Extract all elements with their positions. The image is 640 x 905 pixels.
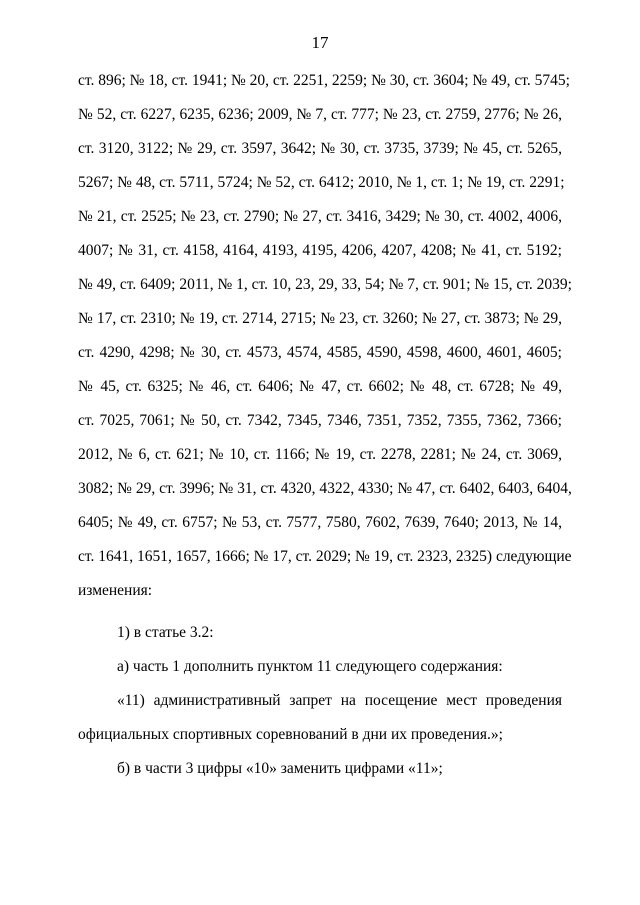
reference-line: ст. 3120, 3122; № 29, ст. 3597, 3642; № 30, ст. 3735, 3739; № 45, ст. 5265,	[78, 140, 562, 157]
quote-line-2: официальных спортивных соревнований в дни их проведения.»;	[78, 726, 503, 743]
reference-line: № 45, ст. 6325; № 46, ст. 6406; № 47, ст. 6602; № 48, ст. 6728; № 49,	[78, 378, 562, 395]
reference-line: № 21, ст. 2525; № 23, ст. 2790; № 27, ст. 3416, 3429; № 30, ст. 4002, 4006,	[78, 208, 562, 225]
reference-line: 3082; № 29, ст. 3996; № 31, ст. 4320, 4322, 4330; № 47, ст. 6402, 6403, 6404,	[78, 480, 572, 497]
reference-line: 6405; № 49, ст. 6757; № 53, ст. 7577, 7580, 7602, 7639, 7640; 2013, № 14,	[78, 514, 562, 531]
reference-line: 4007; № 31, ст. 4158, 4164, 4193, 4195, 4206, 4207, 4208; № 41, ст. 5192;	[78, 242, 562, 259]
item-a: а) часть 1 дополнить пунктом 11 следующего содержания:	[117, 658, 503, 675]
reference-line: ст. 7025, 7061; № 50, ст. 7342, 7345, 7346, 7351, 7352, 7355, 7362, 7366;	[78, 412, 562, 429]
reference-line: ст. 4290, 4298; № 30, ст. 4573, 4574, 4585, 4590, 4598, 4600, 4601, 4605;	[78, 344, 562, 361]
reference-line: 5267; № 48, ст. 5711, 5724; № 52, ст. 6412; 2010, № 1, ст. 1; № 19, ст. 2291;	[78, 174, 565, 191]
item-b: б) в части 3 цифры «10» заменить цифрами «11»;	[117, 760, 443, 777]
reference-line: № 17, ст. 2310; № 19, ст. 2714, 2715; № 23, ст. 3260; № 27, ст. 3873; № 29,	[78, 310, 562, 327]
reference-line: 2012, № 6, ст. 621; № 10, ст. 1166; № 19, ст. 2278, 2281; № 24, ст. 3069,	[78, 446, 562, 463]
reference-line: изменения:	[78, 582, 153, 599]
reference-line: ст. 896; № 18, ст. 1941; № 20, ст. 2251, 2259; № 30, ст. 3604; № 49, ст. 5745;	[78, 72, 570, 89]
page-number: 17	[311, 33, 329, 52]
reference-line: ст. 1641, 1651, 1657, 1666; № 17, ст. 2029; № 19, ст. 2323, 2325) следующие	[78, 548, 572, 565]
reference-line: № 52, ст. 6227, 6235, 6236; 2009, № 7, ст. 777; № 23, ст. 2759, 2776; № 26,	[78, 106, 562, 123]
reference-line: № 49, ст. 6409; 2011, № 1, ст. 10, 23, 29, 33, 54; № 7, ст. 901; № 15, ст. 2039;	[78, 276, 572, 293]
item-1: 1) в статье 3.2:	[117, 624, 214, 641]
quote-line-1: «11) административный запрет на посещение мест проведения	[117, 692, 562, 709]
